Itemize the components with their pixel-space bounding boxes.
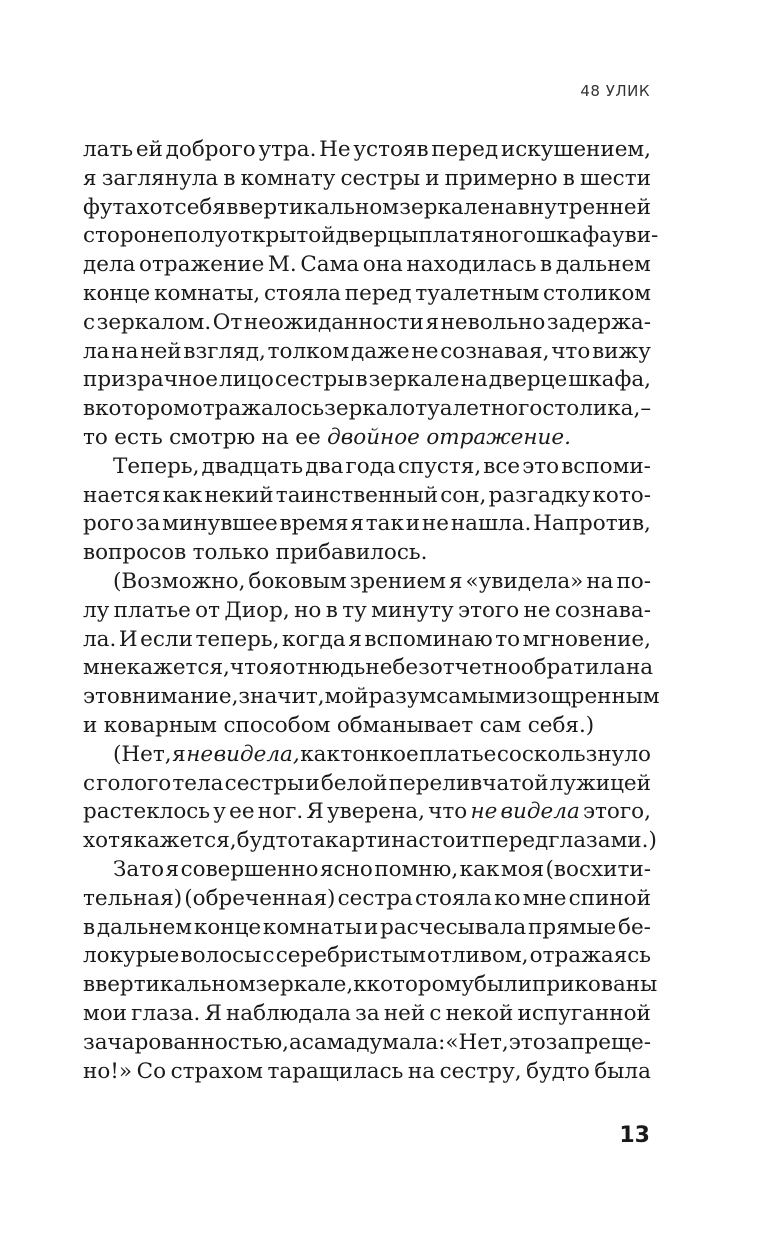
word: как bbox=[162, 482, 203, 508]
word: утра. bbox=[258, 137, 317, 162]
word: таращилась bbox=[267, 1058, 404, 1084]
word: перед bbox=[481, 828, 549, 854]
word: лать bbox=[83, 137, 134, 162]
word: Сама bbox=[300, 252, 360, 278]
word: в bbox=[540, 252, 553, 278]
word: нается bbox=[83, 482, 161, 508]
word: голого bbox=[96, 770, 172, 796]
word: я bbox=[165, 856, 180, 882]
word: минувшее bbox=[162, 511, 278, 537]
text-line bbox=[83, 626, 651, 655]
word: коварным bbox=[103, 712, 218, 738]
word: футах bbox=[83, 194, 150, 220]
word: переливчатой bbox=[388, 770, 549, 796]
word: с bbox=[262, 943, 275, 969]
word: себя bbox=[174, 194, 226, 220]
word: ней bbox=[140, 338, 182, 364]
word: полуоткрытой bbox=[173, 223, 336, 249]
word: этого bbox=[458, 597, 520, 623]
word: отливом, bbox=[427, 943, 529, 969]
word: и bbox=[405, 511, 421, 537]
word: серебристым bbox=[275, 943, 426, 969]
word: с bbox=[83, 309, 96, 335]
word: шкафа bbox=[536, 223, 612, 249]
word: уверена, bbox=[326, 799, 425, 825]
text-line bbox=[83, 942, 651, 971]
word: тела bbox=[172, 770, 224, 796]
word: в bbox=[226, 194, 239, 220]
word: за bbox=[355, 1000, 380, 1026]
word: стоит bbox=[418, 828, 482, 854]
word: – bbox=[640, 396, 652, 422]
word: страхом bbox=[170, 1058, 263, 1084]
word: я bbox=[448, 568, 463, 594]
word: призрачное bbox=[83, 367, 218, 393]
word: не bbox=[470, 799, 498, 825]
word: отражение. bbox=[426, 424, 571, 450]
word: самым bbox=[436, 684, 512, 710]
word: в bbox=[355, 367, 368, 393]
word: не bbox=[186, 741, 214, 767]
word: «Нет, bbox=[445, 1029, 509, 1055]
word: вспоминаю bbox=[364, 626, 493, 652]
word: в bbox=[223, 165, 236, 191]
text-line bbox=[83, 309, 651, 338]
word: способом bbox=[223, 712, 331, 738]
word: дальнем bbox=[96, 914, 193, 940]
word: внутренней bbox=[517, 194, 651, 220]
word: сестра bbox=[337, 885, 413, 911]
word: на bbox=[111, 338, 139, 364]
word: что bbox=[551, 338, 591, 364]
word: дела bbox=[83, 252, 136, 278]
word: спустя, bbox=[397, 453, 482, 479]
word: то bbox=[83, 424, 108, 450]
word: разум bbox=[368, 684, 437, 710]
word: взгляд, bbox=[183, 338, 266, 364]
word: но!» bbox=[83, 1058, 133, 1084]
word: зеркале, bbox=[255, 972, 354, 998]
text-line bbox=[83, 424, 651, 453]
word: рого bbox=[83, 511, 134, 537]
word: хотя bbox=[83, 828, 134, 854]
word: ее bbox=[295, 424, 321, 450]
word: за bbox=[135, 511, 161, 537]
word: минуту bbox=[371, 597, 454, 623]
text-line bbox=[83, 165, 651, 194]
word: я bbox=[348, 626, 362, 652]
word: мой bbox=[324, 684, 369, 710]
word: комнаты bbox=[262, 914, 363, 940]
word: вспоми- bbox=[561, 453, 651, 479]
word: бе- bbox=[618, 914, 651, 940]
word: И bbox=[118, 626, 138, 652]
word: лицо bbox=[219, 367, 274, 393]
word: глаза. bbox=[131, 1000, 201, 1026]
word: (Возможно, bbox=[113, 568, 246, 594]
word: я bbox=[172, 741, 186, 767]
text-line bbox=[83, 654, 654, 683]
word: мне bbox=[83, 655, 127, 681]
word: устояв bbox=[353, 137, 429, 162]
word: (обреченная) bbox=[184, 885, 336, 911]
word: примерно bbox=[444, 165, 558, 191]
text-line bbox=[83, 482, 651, 511]
word: Я bbox=[204, 1000, 222, 1026]
word: таинственный bbox=[275, 482, 439, 508]
word: котором bbox=[95, 396, 190, 422]
word: ту bbox=[342, 597, 367, 623]
word: М. bbox=[267, 252, 297, 278]
word: кажется, bbox=[133, 828, 237, 854]
word: двойное bbox=[327, 424, 420, 450]
word: и bbox=[305, 770, 320, 796]
word: толком bbox=[267, 338, 350, 364]
word: отражалось bbox=[189, 396, 325, 422]
word: туалетного bbox=[415, 396, 543, 422]
word: отражаясь bbox=[529, 943, 651, 969]
word: не bbox=[411, 338, 439, 364]
word: наблюдала bbox=[225, 1000, 351, 1026]
word: значит, bbox=[238, 684, 325, 710]
word: сам bbox=[479, 712, 522, 738]
word: не bbox=[365, 655, 393, 681]
text-line bbox=[83, 251, 651, 280]
word: испуганной bbox=[517, 1000, 651, 1026]
word: тельная) bbox=[83, 885, 183, 911]
text-line bbox=[83, 366, 651, 395]
word: на bbox=[407, 1058, 436, 1084]
word: кото- bbox=[592, 482, 651, 508]
text-line bbox=[83, 395, 651, 424]
word: сестры bbox=[274, 367, 355, 393]
word: не bbox=[421, 511, 449, 537]
word: это bbox=[522, 453, 560, 479]
text-line bbox=[83, 136, 651, 165]
word: года bbox=[345, 453, 396, 479]
word: у bbox=[213, 799, 226, 825]
word: ко bbox=[494, 885, 521, 911]
word: кажется, bbox=[126, 655, 230, 681]
word: я bbox=[350, 511, 364, 537]
word: прямые bbox=[528, 914, 617, 940]
word: все bbox=[483, 453, 521, 479]
word: (Нет, bbox=[113, 741, 172, 767]
word: ясно bbox=[319, 856, 373, 882]
word: будто bbox=[526, 1058, 590, 1084]
word: зачарованностью, bbox=[83, 1029, 290, 1055]
word: не bbox=[523, 597, 551, 623]
word: как bbox=[300, 741, 340, 767]
text-line bbox=[83, 885, 651, 914]
word: в bbox=[562, 165, 575, 191]
word: волосы bbox=[180, 943, 262, 969]
word: перед bbox=[431, 137, 499, 162]
word: дверце bbox=[488, 367, 568, 393]
word: и bbox=[83, 712, 98, 738]
word: я bbox=[83, 165, 97, 191]
word: вопросов bbox=[83, 540, 187, 566]
word: перед bbox=[344, 280, 412, 306]
word: прибавилось. bbox=[275, 540, 428, 566]
word: я bbox=[425, 309, 440, 335]
word: ней bbox=[383, 1000, 426, 1026]
word: от bbox=[195, 597, 221, 623]
body-text bbox=[83, 136, 660, 1086]
word: на bbox=[460, 367, 488, 393]
word: что bbox=[428, 799, 468, 825]
word: видела, bbox=[213, 741, 300, 767]
word: шкафа, bbox=[568, 367, 651, 393]
word: теперь, bbox=[195, 626, 280, 652]
word: изощренным bbox=[511, 684, 660, 710]
word: спиной bbox=[568, 885, 651, 911]
text-line bbox=[83, 597, 651, 626]
word: нашла. bbox=[450, 511, 532, 537]
word: в bbox=[83, 396, 96, 422]
word: сознавая, bbox=[440, 338, 550, 364]
page-number: 13 bbox=[619, 1123, 650, 1148]
running-head: 48 УЛИК bbox=[580, 82, 650, 100]
word: к bbox=[353, 972, 367, 998]
word: а bbox=[289, 1029, 302, 1055]
word: как bbox=[459, 856, 500, 882]
word: лу bbox=[83, 597, 110, 623]
word: зрением bbox=[349, 568, 446, 594]
word: комнату bbox=[240, 165, 336, 191]
word: тонкое bbox=[340, 741, 419, 767]
word: стороне bbox=[83, 223, 174, 249]
word: картина bbox=[325, 828, 419, 854]
word: это bbox=[83, 684, 120, 710]
word: в bbox=[83, 972, 96, 998]
word: неожиданности bbox=[243, 309, 424, 335]
word: видела bbox=[500, 799, 580, 825]
word: столика, bbox=[542, 396, 641, 422]
word: и bbox=[425, 165, 440, 191]
word: искушением, bbox=[500, 137, 651, 162]
word: есть bbox=[114, 424, 163, 450]
word: сознава- bbox=[554, 597, 651, 623]
word: обманывает bbox=[336, 712, 474, 738]
word: себя.) bbox=[527, 712, 595, 738]
text-line bbox=[83, 971, 658, 1000]
word: вертикальном bbox=[238, 194, 399, 220]
word: ла. bbox=[83, 626, 117, 652]
word: будто bbox=[236, 828, 301, 854]
text-line bbox=[83, 856, 651, 885]
word: на bbox=[586, 568, 614, 594]
text-line bbox=[83, 568, 651, 597]
text-line bbox=[83, 1058, 651, 1087]
word: и bbox=[363, 914, 379, 940]
word: Диор, bbox=[224, 597, 290, 623]
word: белой bbox=[320, 770, 388, 796]
word: доброго bbox=[165, 137, 256, 162]
word: зеркало bbox=[324, 396, 416, 422]
word: ее bbox=[229, 799, 255, 825]
word: разгадку bbox=[488, 482, 591, 508]
word: расчесывала bbox=[380, 914, 527, 940]
word: Напротив, bbox=[533, 511, 651, 537]
word: на bbox=[625, 655, 654, 681]
word: стояла bbox=[264, 280, 341, 306]
word: Со bbox=[136, 1058, 167, 1084]
word: с bbox=[83, 770, 96, 796]
word: та bbox=[300, 828, 326, 854]
word: (восхити- bbox=[545, 856, 651, 882]
word: ей bbox=[135, 137, 163, 162]
word: только bbox=[192, 540, 270, 566]
word: что bbox=[229, 655, 269, 681]
word: отнюдь bbox=[282, 655, 366, 681]
word: была bbox=[594, 1058, 651, 1084]
word: моя bbox=[500, 856, 545, 882]
word: Не bbox=[319, 137, 351, 162]
text-line bbox=[83, 1029, 651, 1058]
word: с bbox=[429, 1000, 442, 1026]
word: на bbox=[261, 424, 289, 450]
word: это bbox=[508, 1029, 546, 1055]
word: в bbox=[325, 597, 338, 623]
word: от bbox=[149, 194, 175, 220]
word: туалетным bbox=[415, 280, 540, 306]
word: когда bbox=[282, 626, 346, 652]
word: вижу bbox=[592, 338, 651, 364]
word: сестры bbox=[340, 165, 421, 191]
word: невольно bbox=[440, 309, 546, 335]
word: помню, bbox=[374, 856, 459, 882]
word: Теперь, bbox=[113, 453, 200, 479]
word: отражение bbox=[139, 252, 265, 278]
word: платье bbox=[113, 597, 191, 623]
word: дальнем bbox=[555, 252, 651, 278]
word: она bbox=[362, 252, 403, 278]
word: столиком bbox=[543, 280, 651, 306]
word: два bbox=[305, 453, 344, 479]
word: мгновение, bbox=[522, 626, 651, 652]
word: запреще- bbox=[545, 1029, 651, 1055]
word: мои bbox=[83, 1000, 127, 1026]
word: так bbox=[365, 511, 404, 537]
word: зеркале bbox=[399, 194, 491, 220]
text-line bbox=[83, 194, 651, 223]
word: находилась bbox=[406, 252, 537, 278]
word: прикованы bbox=[532, 972, 658, 998]
text-line bbox=[83, 914, 651, 943]
word: вертикальном bbox=[95, 972, 256, 998]
word: соскользнуло bbox=[496, 741, 651, 767]
word: «увидела» bbox=[465, 568, 584, 594]
word: даже bbox=[351, 338, 410, 364]
word: ног. bbox=[257, 799, 304, 825]
word: внимание, bbox=[119, 684, 239, 710]
word: лужицей bbox=[549, 770, 651, 796]
text-line bbox=[83, 798, 651, 827]
word: боковым bbox=[248, 568, 347, 594]
word: мне bbox=[522, 885, 567, 911]
text-line bbox=[83, 712, 651, 741]
word: Я bbox=[306, 799, 324, 825]
word: думала: bbox=[356, 1029, 446, 1055]
word: сестры bbox=[224, 770, 305, 796]
word: то bbox=[495, 626, 521, 652]
word: зеркале bbox=[368, 367, 460, 393]
word: растеклось bbox=[83, 799, 211, 825]
text-line bbox=[83, 453, 651, 482]
word: этого, bbox=[582, 799, 651, 825]
word: От bbox=[212, 309, 243, 335]
word: на bbox=[490, 194, 518, 220]
word: смотрю bbox=[169, 424, 256, 450]
word: уви- bbox=[611, 223, 659, 249]
word: сестру, bbox=[439, 1058, 522, 1084]
word: платяного bbox=[418, 223, 537, 249]
word: шести bbox=[579, 165, 651, 191]
text-line bbox=[83, 280, 651, 309]
word: но bbox=[294, 597, 322, 623]
word: в bbox=[83, 914, 96, 940]
word: зеркалом. bbox=[96, 309, 212, 335]
text-line bbox=[83, 827, 657, 856]
word: заглянула bbox=[101, 165, 219, 191]
word: ла bbox=[83, 338, 110, 364]
word: Зато bbox=[113, 856, 165, 882]
word: сон, bbox=[440, 482, 487, 508]
text-line bbox=[83, 770, 651, 799]
text-line bbox=[83, 510, 651, 539]
word: по- bbox=[616, 568, 651, 594]
word: безотчетно bbox=[392, 655, 521, 681]
word: которому bbox=[366, 972, 474, 998]
word: обратила bbox=[520, 655, 626, 681]
word: совершенно bbox=[180, 856, 319, 882]
word: глазами.) bbox=[548, 828, 657, 854]
word: двадцать bbox=[201, 453, 304, 479]
word: комнаты, bbox=[154, 280, 261, 306]
text-line bbox=[83, 338, 651, 367]
word: были bbox=[473, 972, 533, 998]
text-line bbox=[83, 1000, 651, 1029]
word: если bbox=[140, 626, 193, 652]
word: стояла bbox=[415, 885, 492, 911]
text-line bbox=[83, 539, 651, 568]
word: дверцы bbox=[335, 223, 419, 249]
word: я bbox=[268, 655, 283, 681]
word: время bbox=[279, 511, 349, 537]
word: локурые bbox=[83, 943, 180, 969]
text-line bbox=[83, 683, 660, 712]
word: платье bbox=[419, 741, 497, 767]
word: некий bbox=[204, 482, 274, 508]
text-line bbox=[83, 222, 659, 251]
word: задержа- bbox=[546, 309, 651, 335]
word: некой bbox=[445, 1000, 514, 1026]
word: конце bbox=[193, 914, 262, 940]
text-line bbox=[83, 741, 651, 770]
word: сама bbox=[301, 1029, 357, 1055]
word: конце bbox=[83, 280, 151, 306]
